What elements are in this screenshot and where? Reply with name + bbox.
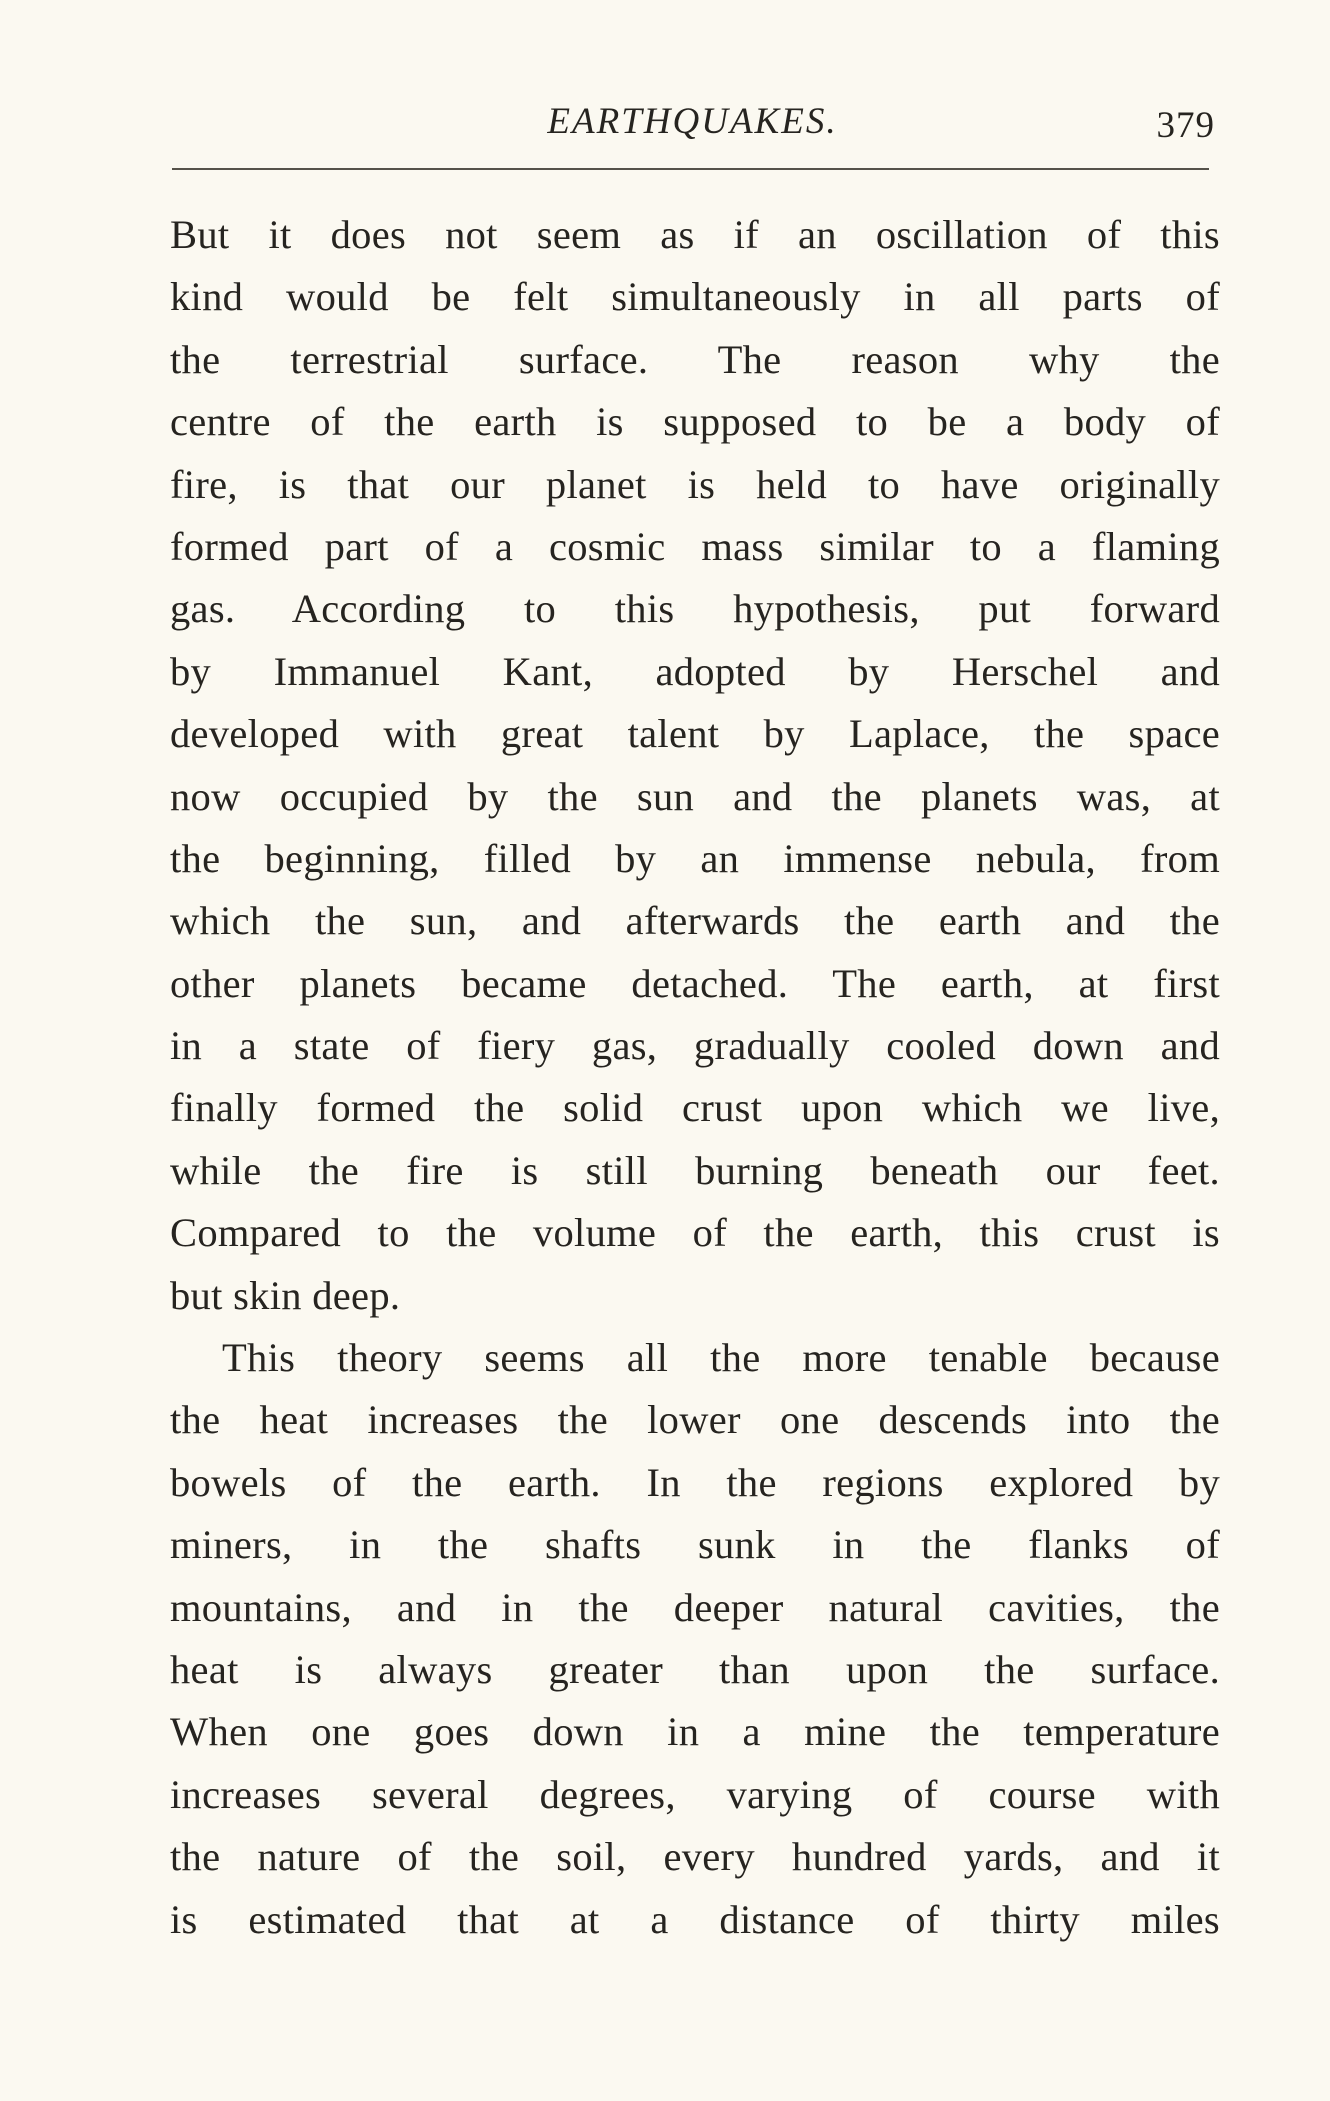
text-line: Compared to the volume of the earth, this crust is	[170, 1210, 1220, 1256]
text-line: increases several degrees, varying of course with	[170, 1771, 1220, 1817]
text-line: fire, is that our planet is held to have originally	[170, 461, 1220, 507]
text-line: When one goes down in a mine the temperature	[170, 1709, 1220, 1755]
text-line: finally formed the solid crust upon which we live,	[170, 1085, 1220, 1131]
text-line: developed with great talent by Laplace, the space	[170, 711, 1220, 757]
header-rule	[172, 168, 1209, 170]
paragraph-1	[170, 204, 1220, 1327]
text-line: mountains, and in the deeper natural cavities, the	[170, 1584, 1220, 1630]
text-line: by Immanuel Kant, adopted by Herschel and	[170, 648, 1220, 694]
text-line: bowels of the earth. In the regions explored by	[170, 1459, 1220, 1505]
text-line: the nature of the soil, every hundred yards, and it	[170, 1834, 1220, 1880]
text-line: heat is always greater than upon the surface.	[170, 1646, 1220, 1692]
text-line: But it does not seem as if an oscillation of this	[170, 212, 1220, 257]
text-line: in a state of fiery gas, gradually cooled down and	[170, 1023, 1220, 1069]
text-line: which the sun, and afterwards the earth and the	[170, 898, 1220, 944]
text-line: kind would be felt simultaneously in all parts of	[170, 274, 1220, 320]
paragraph-2	[170, 1327, 1220, 1951]
page-number: 379	[1156, 105, 1215, 146]
text-line: other planets became detached. The earth, at first	[170, 960, 1220, 1006]
running-title: EARTHQUAKES.	[547, 101, 838, 142]
text-line: the beginning, filled by an immense nebula, from	[170, 835, 1220, 881]
body-text	[170, 204, 1220, 1951]
text-line: centre of the earth is supposed to be a body of	[170, 399, 1220, 445]
text-line: formed part of a cosmic mass similar to a flaming	[170, 523, 1220, 569]
text-line: miners, in the shafts sunk in the flanks of	[170, 1522, 1220, 1568]
text-line: but skin deep.	[170, 1272, 401, 1318]
text-line: the heat increases the lower one descends into the	[170, 1397, 1220, 1443]
running-head	[170, 96, 1215, 156]
text-line: the terrestrial surface. The reason why the	[170, 336, 1220, 382]
text-line: while the fire is still burning beneath our feet.	[170, 1147, 1220, 1193]
text-line: gas. According to this hypothesis, put forward	[170, 586, 1220, 632]
text-line: now occupied by the sun and the planets was, at	[170, 773, 1220, 819]
text-line: is estimated that at a distance of thirty miles	[170, 1896, 1220, 1942]
text-line: This theory seems all the more tenable because	[222, 1335, 1220, 1381]
